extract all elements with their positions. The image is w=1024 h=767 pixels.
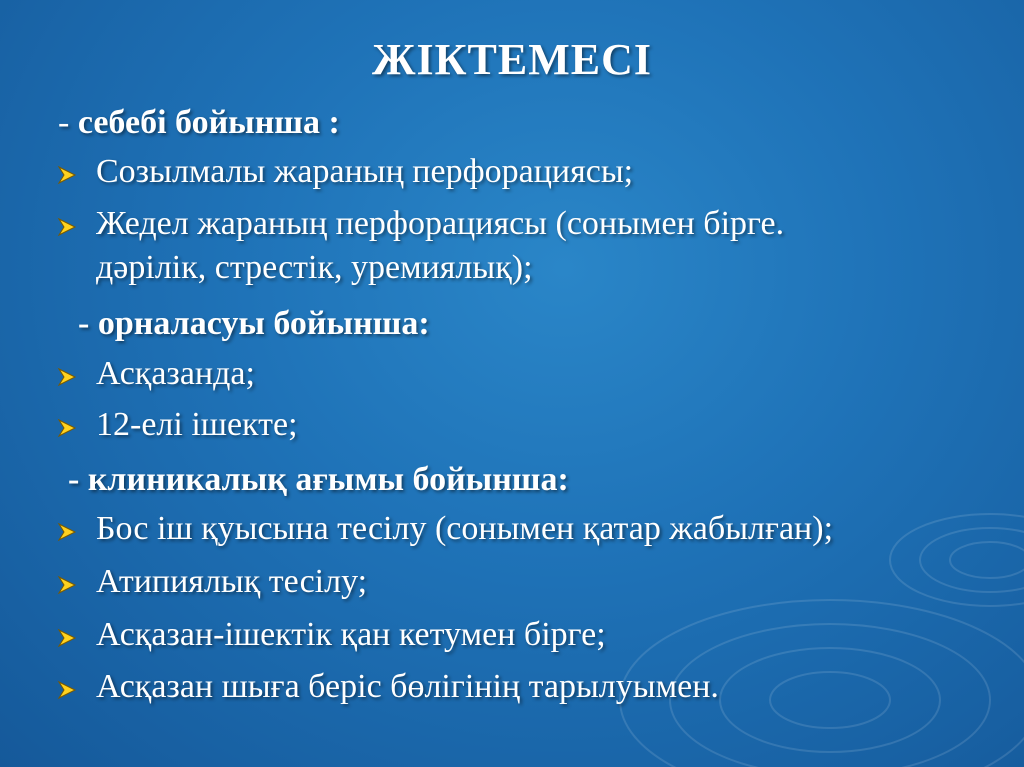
section-cause-dash: - xyxy=(58,104,78,141)
arrowhead-bullet-icon xyxy=(56,216,78,238)
section-location-heading: - орналасуы бойынша: xyxy=(78,305,430,342)
arrowhead-bullet-icon xyxy=(56,521,78,543)
list-item: Атипиялық тесілу; xyxy=(96,563,368,600)
list-item: 12-елі ішекте; xyxy=(96,406,298,443)
arrowhead-bullet-icon xyxy=(56,627,78,649)
slide-title: ЖІКТЕМЕСІ xyxy=(371,35,652,84)
list-item: Жедел жараның перфорациясы (сонымен бірге. xyxy=(96,205,785,242)
list-item: Созылмалы жараның перфорациясы; xyxy=(96,153,634,190)
list-item: Асқазан шыға беріс бөлігінің тарылуымен. xyxy=(96,668,719,705)
section-clinical-heading: - клиникалық ағымы бойынша: xyxy=(68,461,569,498)
list-item-continuation: дәрілік, стрестік, уремиялық); xyxy=(96,249,533,286)
arrowhead-bullet-icon xyxy=(56,164,78,186)
arrowhead-bullet-icon xyxy=(56,679,78,701)
list-item: Асқазан-ішектік қан кетумен бірге; xyxy=(96,616,606,653)
arrowhead-bullet-icon xyxy=(56,366,78,388)
arrowhead-bullet-icon xyxy=(56,574,78,596)
section-cause-heading-text: себебі бойынша : xyxy=(77,104,340,141)
arrowhead-bullet-icon xyxy=(56,417,78,439)
list-item: Бос іш қуысына тесілу (сонымен қатар жабылған); xyxy=(96,510,834,547)
section-cause-heading xyxy=(58,103,340,143)
list-item: Асқазанда; xyxy=(96,355,255,392)
